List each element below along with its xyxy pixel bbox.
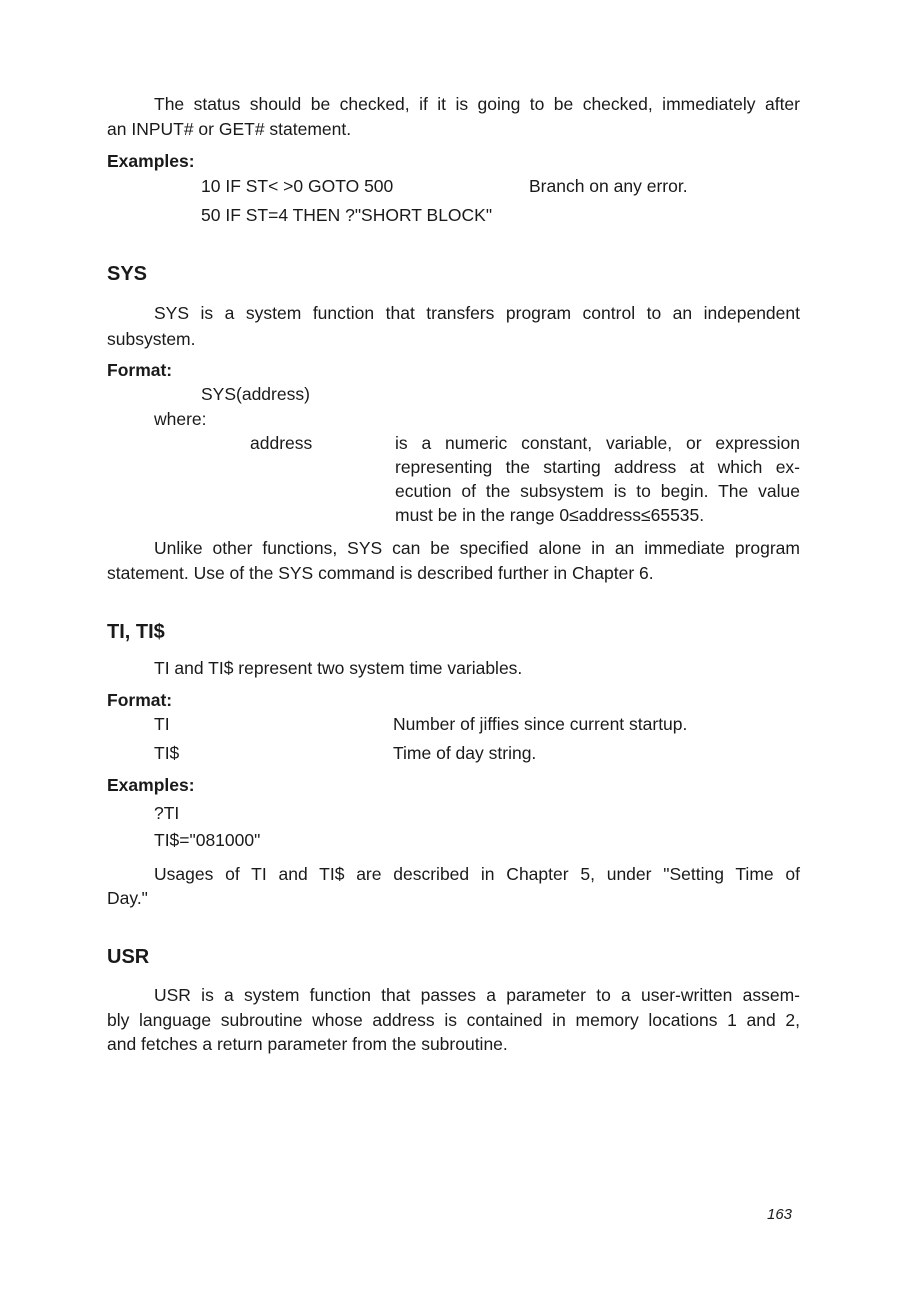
sys-param-desc-line-2: representing the starting address at which ex- (395, 457, 800, 477)
st-examples-label: Examples: (107, 151, 195, 171)
ti-example-1: ?TI (154, 803, 180, 823)
ti-format-label: Format: (107, 690, 173, 710)
ti-examples-label: Examples: (107, 775, 195, 795)
usr-desc-line-3: and fetches a return parameter from the subroutine. (107, 1034, 508, 1054)
st-example-2-code: 50 IF ST=4 THEN ?"SHORT BLOCK" (201, 205, 493, 225)
ti-format-row-2-code: TI$ (154, 743, 180, 763)
sys-note-line-1: Unlike other functions, SYS can be specified alone in an immediate program (154, 538, 800, 558)
ti-usage-line-2: Day." (107, 888, 148, 908)
sys-param-desc-line-3: ecution of the subsystem is to begin. The value (395, 481, 800, 501)
sys-desc-line-2: subsystem. (107, 329, 196, 349)
ti-format-row-2-desc: Time of day string. (393, 743, 537, 763)
ti-format-row-1-code: TI (154, 714, 170, 734)
sys-note-line-2: statement. Use of the SYS command is described further in Chapter 6. (107, 563, 654, 583)
sys-param-name: address (250, 433, 313, 453)
sys-param-desc-line-4: must be in the range 0≤address≤65535. (395, 505, 705, 525)
st-example-1-note: Branch on any error. (529, 176, 688, 196)
sys-heading: SYS (107, 263, 148, 285)
ti-usage-line-1: Usages of TI and TI$ are described in Chapter 5, under "Setting Time of (154, 864, 800, 884)
st-example-1-code: 10 IF ST< >0 GOTO 500 (201, 176, 394, 196)
usr-heading: USR (107, 946, 150, 968)
sys-where-label: where: (154, 409, 207, 429)
sys-desc-line-1: SYS is a system function that transfers program control to an independent (154, 303, 800, 323)
ti-desc: TI and TI$ represent two system time variables. (154, 658, 523, 678)
ti-heading: TI, TI$ (107, 621, 165, 643)
intro-line-1: The status should be checked, if it is going to be checked, immediately after (154, 94, 800, 114)
usr-desc-line-2: bly language subroutine whose address is contained in memory locations 1 and 2, (107, 1010, 800, 1030)
sys-param-desc-line-1: is a numeric constant, variable, or expression (395, 433, 800, 453)
page-number: 163 (767, 1206, 793, 1223)
ti-example-2: TI$="081000" (154, 830, 261, 850)
usr-desc-line-1: USR is a system function that passes a parameter to a user-written assem- (154, 985, 800, 1005)
sys-format-label: Format: (107, 360, 173, 380)
ti-format-row-1-desc: Number of jiffies since current startup. (393, 714, 688, 734)
sys-format-syntax: SYS(address) (201, 384, 310, 404)
intro-line-2: an INPUT# or GET# statement. (107, 119, 352, 139)
